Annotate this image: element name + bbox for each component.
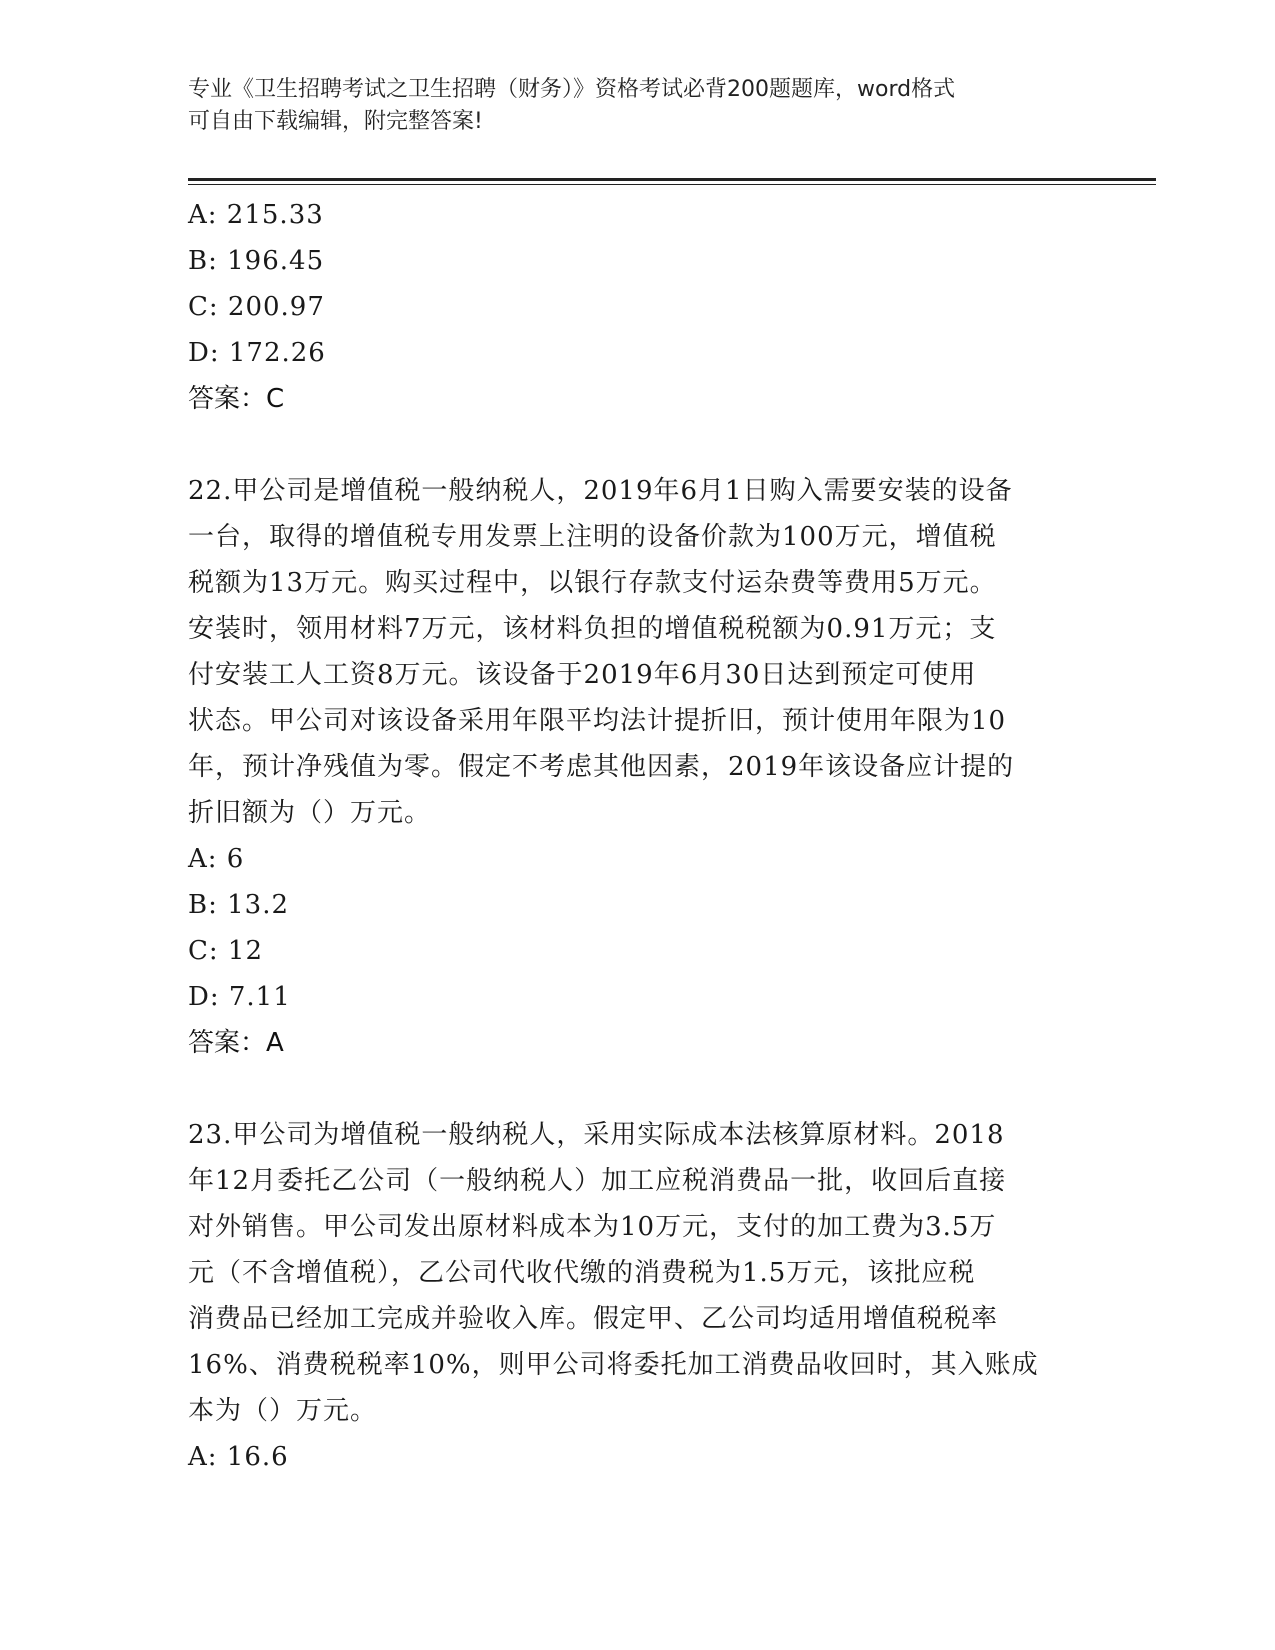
header-line-2: 可自由下载编辑，附完整答案! [188, 109, 483, 134]
question-line: 消费品已经加工完成并验收入库。假定甲、乙公司均适用增值税税率 [188, 1304, 999, 1334]
option-d: D: 172.26 [188, 338, 326, 368]
option-c: C: 200.97 [188, 292, 325, 322]
question-line: 22.甲公司是增值税一般纳税人，2019年6月1日购入需要安装的设备 [188, 476, 1013, 506]
option-b: B: 13.2 [188, 890, 290, 920]
answer: 答案：A [188, 1028, 284, 1058]
header-rule-thin [188, 184, 1156, 185]
question-line: 16%、消费税税率10%，则甲公司将委托加工消费品收回时，其入账成 [188, 1350, 1039, 1380]
question-line: 年，预计净残值为零。假定不考虑其他因素，2019年该设备应计提的 [188, 752, 1015, 782]
header-rule-thick [188, 178, 1156, 181]
question-line: 安装时，领用材料7万元，该材料负担的增值税税额为0.91万元；支 [188, 614, 997, 644]
question-line: 23.甲公司为增值税一般纳税人，采用实际成本法核算原材料。2018 [188, 1120, 1005, 1150]
question-line: 折旧额为（）万元。 [188, 798, 432, 828]
question-line: 本为（）万元。 [188, 1396, 378, 1426]
option-d: D: 7.11 [188, 982, 291, 1012]
option-a: A: 215.33 [188, 200, 324, 230]
question-22 [188, 468, 1088, 1066]
question-21-options [188, 192, 1088, 422]
option-a: A: 6 [188, 844, 245, 874]
document-body [188, 192, 1088, 1480]
option-b: B: 196.45 [188, 246, 325, 276]
header-line-1: 专业《卫生招聘考试之卫生招聘（财务）》资格考试必背200题题库，word格式 [188, 77, 956, 102]
question-line: 元（不含增值税），乙公司代收代缴的消费税为1.5万元，该批应税 [188, 1258, 976, 1288]
question-line: 对外销售。甲公司发出原材料成本为10万元，支付的加工费为3.5万 [188, 1212, 997, 1242]
spacer [188, 422, 1088, 468]
spacer [188, 1066, 1088, 1112]
page-header [188, 74, 1088, 138]
question-line: 状态。甲公司对该设备采用年限平均法计提折旧，预计使用年限为10 [188, 706, 1007, 736]
option-c: C: 12 [188, 936, 264, 966]
question-text [188, 468, 1088, 836]
question-line: 税额为13万元。购买过程中，以银行存款支付运杂费等费用5万元。 [188, 568, 997, 598]
answer: 答案：C [188, 384, 285, 414]
question-text [188, 1112, 1088, 1434]
question-line: 年12月委托乙公司（一般纳税人）加工应税消费品一批，收回后直接 [188, 1166, 1007, 1196]
question-23 [188, 1112, 1088, 1480]
question-line: 一台，取得的增值税专用发票上注明的设备价款为100万元，增值税 [188, 522, 997, 552]
question-line: 付安装工人工资8万元。该设备于2019年6月30日达到预定可使用 [188, 660, 977, 690]
option-a: A: 16.6 [188, 1442, 289, 1472]
